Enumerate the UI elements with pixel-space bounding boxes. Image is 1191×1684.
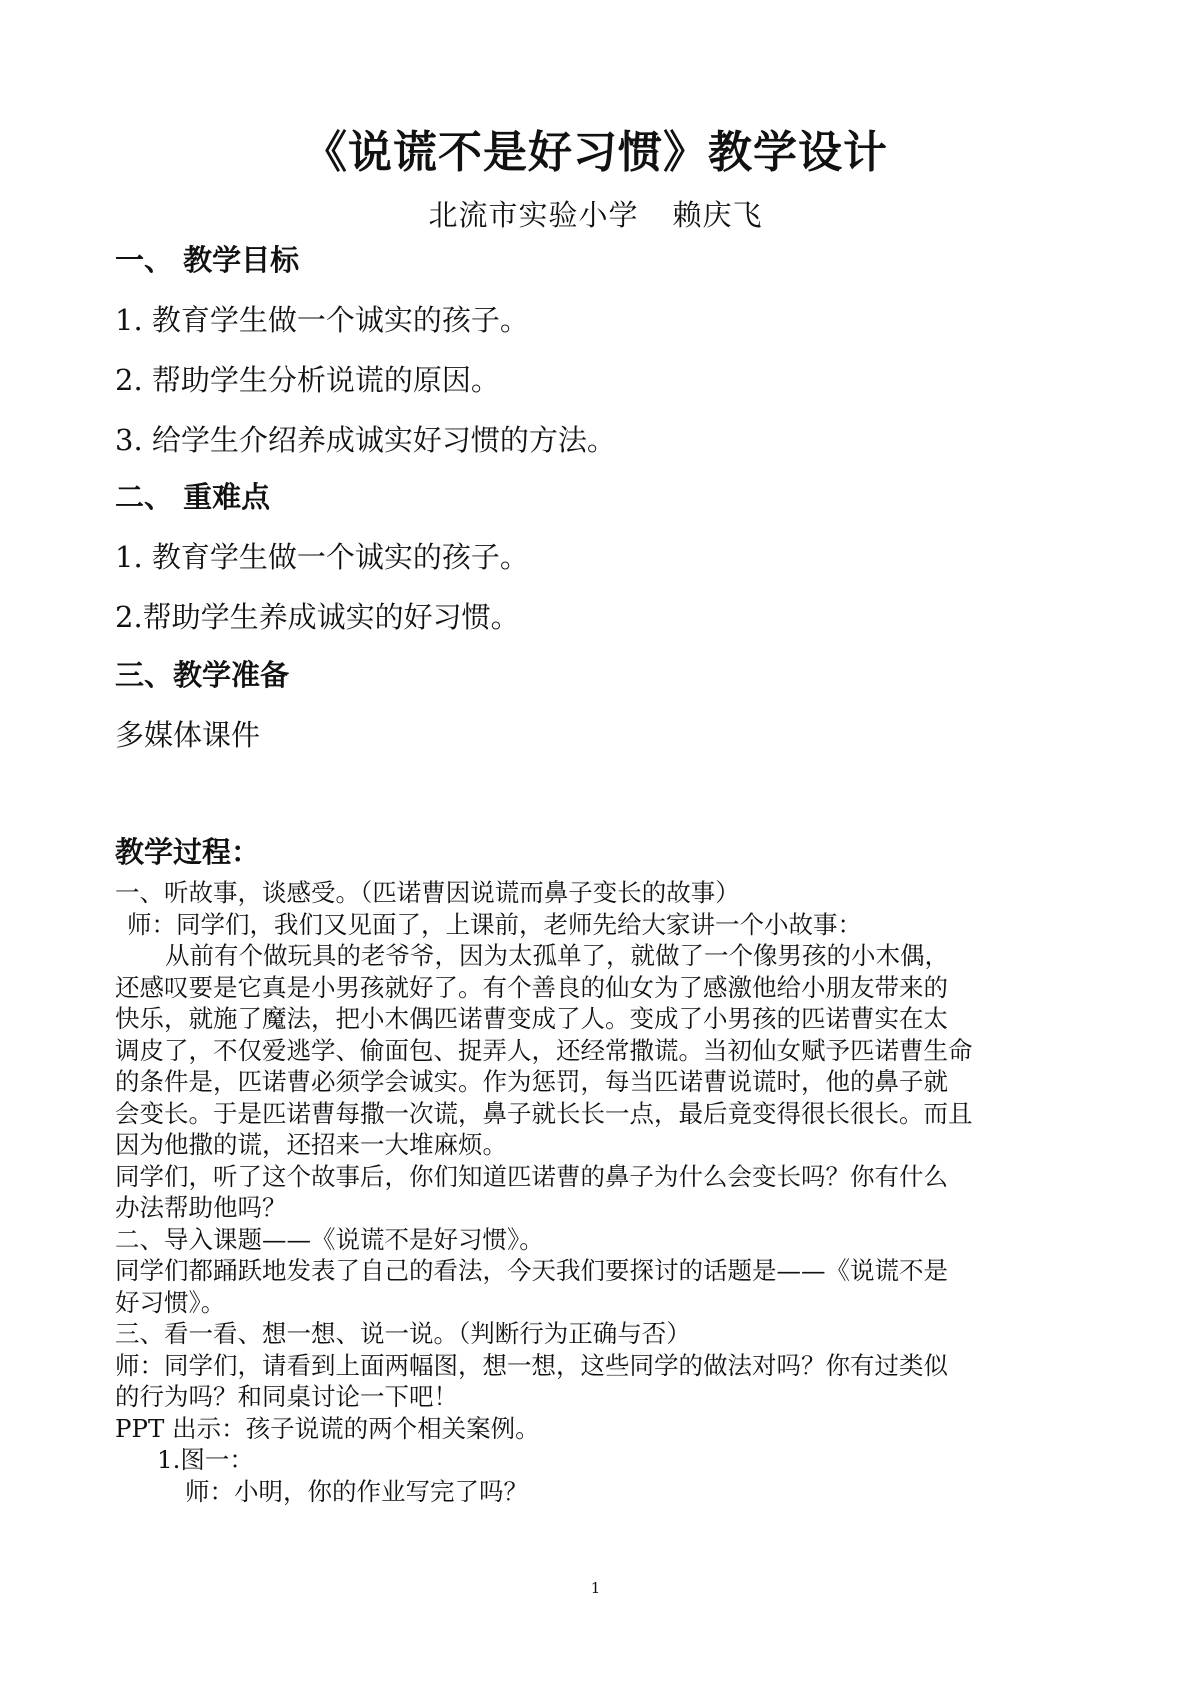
objective-item-3: 3. 给学生介绍养成诚实好习惯的方法。: [115, 423, 616, 457]
process-line: 从前有个做玩具的老爷爷，因为太孤单了，就做了一个像男孩的小木偶，: [165, 941, 949, 970]
process-line: 的条件是，匹诺曹必须学会诚实。作为惩罚，每当匹诺曹说谎时，他的鼻子就: [115, 1067, 948, 1096]
process-line: 师：小明，你的作业写完了吗？: [185, 1476, 528, 1506]
objective-item-2: 2. 帮助学生分析说谎的原因。: [115, 363, 500, 397]
process-line: 的行为吗？和同桌讨论一下吧！: [115, 1382, 458, 1411]
process-line: 同学们，听了这个故事后，你们知道匹诺曹的鼻子为什么会变长吗？你有什么: [115, 1161, 948, 1191]
process-line: 会变长。于是匹诺曹每撒一次谎，鼻子就长长一点，最后竟变得很长很长。而且: [115, 1098, 973, 1128]
key-point-item-1: 1. 教育学生做一个诚实的孩子。: [115, 540, 529, 574]
key-points-heading: 二、 重难点: [115, 480, 271, 514]
process-line: 办法帮助他吗？: [115, 1193, 287, 1222]
process-line: 调皮了，不仅爱逃学、偷面包、捉弄人，还经常撒谎。当初仙女赋予匹诺曹生命: [115, 1035, 973, 1065]
process-line: 师：同学们，我们又见面了，上课前，老师先给大家讲一个小故事：: [127, 909, 862, 939]
process-line: 师：同学们，请看到上面两幅图，想一想，这些同学的做法对吗？你有过类似: [115, 1350, 948, 1380]
objectives-heading: 一、 教学目标: [115, 243, 300, 277]
objective-item-1: 1. 教育学生做一个诚实的孩子。: [115, 303, 529, 337]
author-name: 赖庆飞: [672, 198, 763, 232]
process-heading: 教学过程：: [115, 835, 261, 869]
process-line: 三、看一看、想一想、说一说。（判断行为正确与否）: [115, 1319, 691, 1348]
process-line: 二、导入课题——《说谎不是好习惯》。: [115, 1224, 544, 1254]
process-line: 好习惯》。: [115, 1287, 226, 1317]
process-line: 1.图一：: [157, 1445, 254, 1474]
key-point-item-2: 2.帮助学生养成诚实的好习惯。: [115, 600, 520, 634]
process-line: 快乐，就施了魔法，把小木偶匹诺曹变成了人。变成了小男孩的匹诺曹实在太: [115, 1004, 948, 1033]
document-title: 《说谎不是好习惯》教学设计: [303, 127, 888, 178]
preparation-heading: 三、教学准备: [115, 658, 290, 692]
preparation-content: 多媒体课件: [115, 718, 261, 752]
process-line: 因为他撒的谎，还招来一大堆麻烦。: [115, 1130, 507, 1159]
process-body: [115, 877, 1080, 1507]
author-school: 北流市实验小学: [428, 198, 639, 232]
page-number: 1: [590, 1579, 601, 1597]
process-line: PPT 出示：孩子说谎的两个相关案例。: [115, 1413, 540, 1443]
process-line: 同学们都踊跃地发表了自己的看法，今天我们要探讨的话题是——《说谎不是: [115, 1256, 948, 1285]
process-line: 一、听故事，谈感受。（匹诺曹因说谎而鼻子变长的故事）: [115, 878, 740, 907]
author-line: [0, 195, 1191, 235]
process-line: 还感叹要是它真是小男孩就好了。有个善良的仙女为了感激他给小朋友带来的: [115, 972, 948, 1002]
